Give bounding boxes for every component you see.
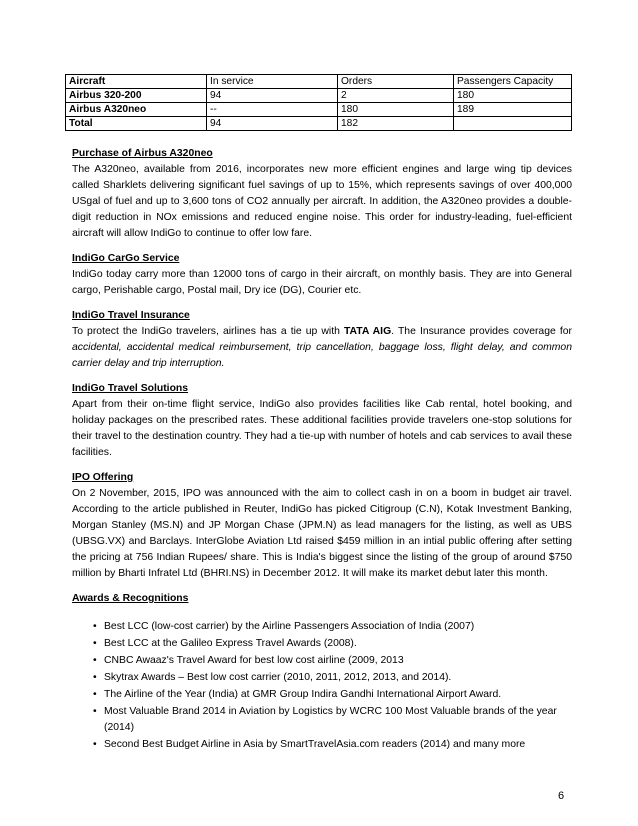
section-heading: Purchase of Airbus A320neo <box>72 148 213 159</box>
list-item <box>72 670 572 686</box>
awards-list <box>72 619 572 753</box>
section-heading: IndiGo Travel Insurance <box>72 310 190 321</box>
table-cell: 180 <box>338 103 454 117</box>
list-item-text: Best LCC (low-cost carrier) by the Airline Passengers Association of India (2007) <box>104 621 475 632</box>
table-cell: Airbus 320-200 <box>66 89 207 103</box>
list-item-text: Best LCC at the Galileo Express Travel Awards (2008). <box>104 638 357 649</box>
table-cell: -- <box>207 103 338 117</box>
list-item <box>72 653 572 669</box>
paragraph-text: To protect the IndiGo travelers, airlines has a tie up with <box>72 326 344 337</box>
section-paragraph: IndiGo today carry more than 12000 tons of cargo in their aircraft, on monthly basis. They are into General cargo, Perishable cargo, Postal mail, Dry ice (DG), Courier etc. <box>72 269 572 296</box>
list-item <box>72 619 572 635</box>
bullet-icon: • <box>93 739 97 750</box>
list-item-text: Most Valuable Brand 2014 in Aviation by Logistics by WCRC 100 Most Valuable brands of the year (2014) <box>104 706 557 733</box>
bullet-icon: • <box>93 621 97 632</box>
list-item <box>72 687 572 703</box>
list-item-text: The Airline of the Year (India) at GMR Group Indira Gandhi International Airport Award. <box>104 689 502 700</box>
document-body <box>72 146 572 762</box>
table-cell <box>454 117 572 131</box>
section-heading: IndiGo Travel Solutions <box>72 383 189 394</box>
table-cell: Airbus A320neo <box>66 103 207 117</box>
section-paragraph <box>72 324 572 372</box>
table-row <box>66 103 572 117</box>
table-header-cell: Aircraft <box>66 75 207 89</box>
list-item <box>72 704 572 736</box>
table-header-cell: Orders <box>338 75 454 89</box>
section-a320neo <box>72 146 572 242</box>
section-heading: Awards & Recognitions <box>72 593 189 604</box>
table-cell: 2 <box>338 89 454 103</box>
insurer-name: TATA AIG <box>343 326 392 337</box>
page-number: 6 <box>558 790 565 802</box>
list-item <box>72 737 572 753</box>
paragraph-text: . The Insurance provides coverage for <box>391 326 572 337</box>
list-item-text: CNBC Awaaz's Travel Award for best low cost airline (2009, 2013 <box>104 655 404 666</box>
table-cell: 94 <box>207 117 338 131</box>
table-header-cell: In service <box>207 75 338 89</box>
section-paragraph: On 2 November, 2015, IPO was announced with the aim to collect cash in on a boom in budget air travel. According to the article published in Reuter, IndiGo has picked Citigroup (C.N), Kotak Investment Banking, Morgan Stanley (MS.N) and JP Morgan Chase (JPM.N) as lead managers for the listing, as well as UBS (UBSG.VX) and Barclays. InterGlobe Aviation Ltd raised $459 million in an intial public offering after setting the pricing at 756 Indian Rupees/ share. This is India's biggest since the listing of the group of around $750 million by Bharti Infratel Ltd (BHRI.NS) in December 2012. It will make its market debut later this month. <box>72 488 572 579</box>
bullet-icon: • <box>93 655 97 666</box>
table-header-cell: Passengers Capacity <box>454 75 572 89</box>
bullet-icon: • <box>93 638 97 649</box>
table-cell: 94 <box>207 89 338 103</box>
section-heading: IndiGo CarGo Service <box>72 253 180 264</box>
table-cell: Total <box>66 117 207 131</box>
section-paragraph: Apart from their on-time flight service, IndiGo also provides facilities like Cab rental, hotel booking, and holiday packages on the prescribed rates. These additional facilities provide travelers one-stop solutions for their travel to the destination country. They had a tie-up with number of hotels and cab services to avail these facilities. <box>72 399 572 458</box>
list-item <box>72 636 572 652</box>
section-solutions <box>72 381 572 461</box>
section-heading: IPO Offering <box>72 472 134 483</box>
bullet-icon: • <box>93 706 97 717</box>
section-paragraph: The A320neo, available from 2016, incorporates new more efficient engines and large wing tip devices called Sharklets delivering significant fuel savings of up to 15%, which represents savings of over 400,000 USgal of fuel and up to 3,600 tons of CO2 annually per aircraft. In addition, the A320neo provides a double-digit reduction in NOx emissions and reduced engine noise. This order for industry-leading, fuel-efficient aircraft will allow IndiGo to continue to offer low fare. <box>72 164 572 239</box>
list-item-text: Second Best Budget Airline in Asia by SmartTravelAsia.com readers (2014) and many more <box>104 739 526 750</box>
table-cell: 180 <box>454 89 572 103</box>
fleet-table <box>65 74 572 131</box>
table-header-row <box>66 75 572 89</box>
coverage-list: accidental, accidental medical reimbursement, trip cancellation, baggage loss, flight delay, and common carrier delay and trip interruption. <box>72 342 572 369</box>
table-row-total <box>66 117 572 131</box>
list-item-text: Skytrax Awards – Best low cost carrier (2010, 2011, 2012, 2013, and 2014). <box>104 672 452 683</box>
bullet-icon: • <box>93 689 97 700</box>
bullet-icon: • <box>93 672 97 683</box>
section-ipo <box>72 470 572 582</box>
section-insurance <box>72 308 572 372</box>
table-cell: 189 <box>454 103 572 117</box>
table-row <box>66 89 572 103</box>
section-cargo <box>72 251 572 299</box>
table-cell: 182 <box>338 117 454 131</box>
section-awards <box>72 591 572 753</box>
